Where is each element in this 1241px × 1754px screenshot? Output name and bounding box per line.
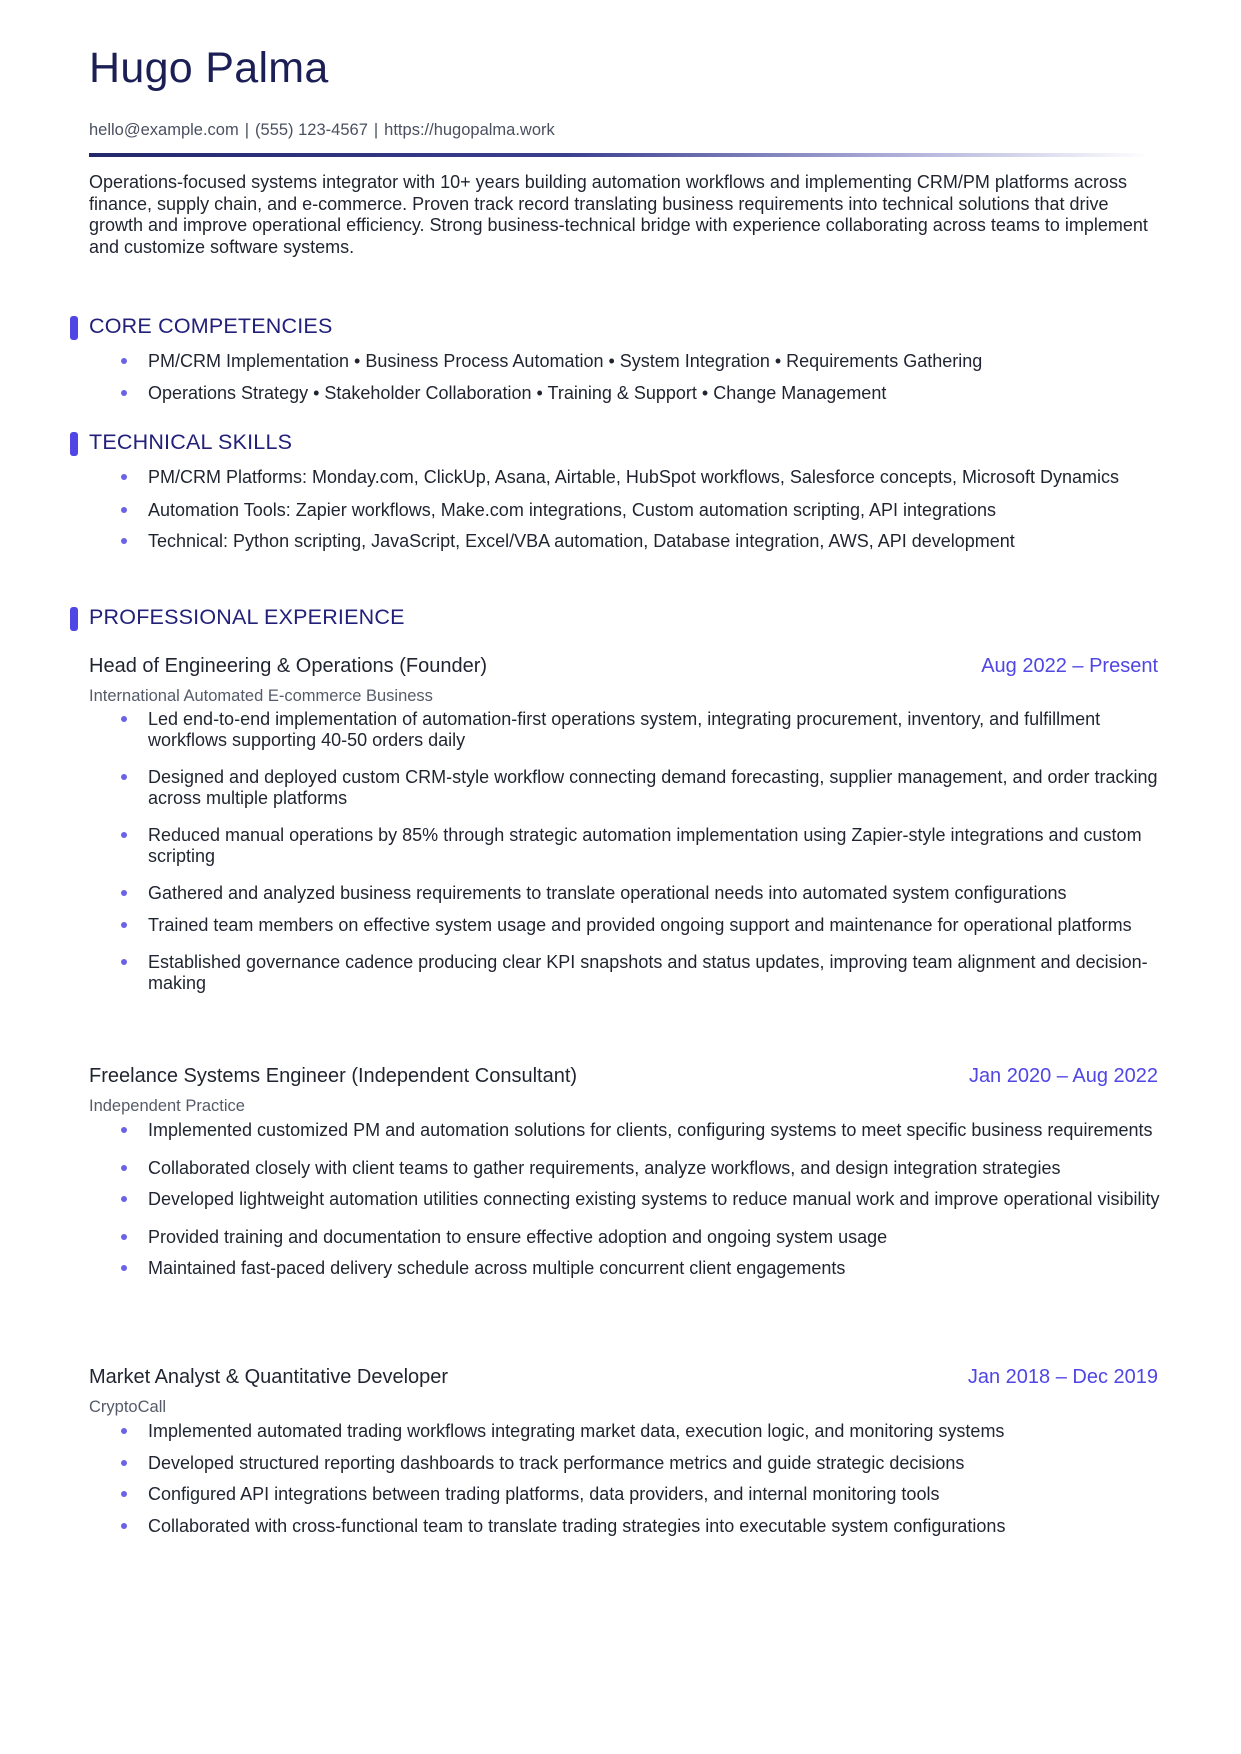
- list-item-text: Implemented automated trading workflows integrating market data, execution logic, and monitoring systems: [148, 1421, 1005, 1441]
- section-marker: [70, 316, 78, 340]
- list-item-text: PM/CRM Platforms: Monday.com, ClickUp, Asana, Airtable, HubSpot workflows, Salesforce concepts, Microsoft Dynamics: [148, 467, 1119, 487]
- section-title-technical-skills: TECHNICAL SKILLS: [89, 430, 293, 454]
- candidate-name: Hugo Palma: [89, 44, 329, 92]
- list-item: [89, 883, 1169, 904]
- list-item-text: Led end-to-end implementation of automation-first operations system, integrating procurement, inventory, and fulfillment workflows supporting 40-50 orders daily: [148, 709, 1101, 750]
- list-item: [89, 952, 1169, 993]
- bullet-dot: [121, 1523, 127, 1529]
- list-item-text: Configured API integrations between trading platforms, data providers, and internal monitoring tools: [148, 1484, 940, 1504]
- job-title: Head of Engineering & Operations (Founder): [89, 655, 488, 677]
- list-item: [89, 1484, 1169, 1505]
- list-item: [89, 709, 1169, 750]
- bullet-dot: [121, 959, 127, 965]
- list-item-text: Implemented customized PM and automation solutions for clients, configuring systems to meet specific business requirements: [148, 1120, 1153, 1140]
- list-item-text: Collaborated closely with client teams to gather requirements, analyze workflows, and design integration strategies: [148, 1157, 1061, 1178]
- job-bullets: [89, 1421, 1169, 1536]
- job-bullets: [89, 1120, 1169, 1279]
- bullet-dot: [121, 474, 127, 480]
- bullet-dot: [121, 1234, 127, 1240]
- bullet-dot: [121, 716, 127, 722]
- list-item-text: Maintained fast-paced delivery schedule across multiple concurrent client engagements: [148, 1258, 846, 1278]
- bullet-dot: [121, 1428, 127, 1434]
- website-link[interactable]: https://hugopalma.work: [384, 121, 555, 139]
- list-item: [89, 915, 1169, 936]
- technical-skills-list: [89, 467, 1169, 552]
- job-dates: Aug 2022 – Present: [981, 655, 1158, 677]
- job-dates: Jan 2020 – Aug 2022: [968, 1065, 1158, 1087]
- core-competencies-list: [89, 351, 1169, 403]
- list-item-text: Technical: Python scripting, JavaScript, Excel/VBA automation, Database integration, AWS, API development: [148, 531, 1015, 551]
- list-item: [89, 1516, 1169, 1537]
- section-marker: [70, 607, 78, 631]
- list-item: [89, 500, 1169, 521]
- bullet-dot: [121, 1127, 127, 1133]
- section-title-professional-experience: PROFESSIONAL EXPERIENCE: [89, 605, 405, 629]
- list-item: [89, 825, 1169, 866]
- list-item-text: PM/CRM Implementation • Business Process Automation • System Integration • Requirements Gathering: [148, 351, 983, 371]
- list-item-text: Trained team members on effective system usage and provided ongoing support and maintenance for operational platforms: [148, 914, 1132, 935]
- list-item: [89, 1421, 1169, 1442]
- bullet-dot: [121, 1265, 127, 1271]
- email-link[interactable]: hello@example.com: [89, 121, 239, 139]
- bullet-dot: [121, 1196, 127, 1202]
- section-title-core-competencies: CORE COMPETENCIES: [89, 314, 333, 338]
- list-item: [89, 351, 1169, 372]
- list-item: [89, 383, 1169, 404]
- list-item: [89, 1158, 1169, 1179]
- bullet-dot: [121, 358, 127, 364]
- contact-separator: |: [373, 121, 379, 139]
- list-item-text: Reduced manual operations by 85% through strategic automation implementation using Zapier-style integrations and custom scripting: [148, 825, 1142, 866]
- job-company: International Automated E-commerce Business: [89, 687, 433, 705]
- job-company: Independent Practice: [89, 1097, 245, 1115]
- bullet-dot: [121, 507, 127, 513]
- contact-separator: |: [244, 121, 250, 139]
- job-title: Freelance Systems Engineer (Independent Consultant): [89, 1065, 578, 1087]
- bullet-dot: [121, 390, 127, 396]
- bullet-dot: [121, 1165, 127, 1171]
- bullet-dot: [121, 1460, 127, 1466]
- bullet-dot: [121, 1491, 127, 1497]
- bullet-dot: [121, 922, 127, 928]
- bullet-dot: [121, 832, 127, 838]
- bullet-dot: [121, 890, 127, 896]
- professional-summary: Operations-focused systems integrator with 10+ years building automation workflows and implementing CRM/PM platforms across finance, supply chain, and e-commerce. Proven track record translating business requirements into technical solutions that drive growth and improve operational efficiency. Strong business-technical bridge with experience collaborating across teams to implement and customize software systems.: [89, 172, 1148, 257]
- list-item: [89, 1453, 1169, 1474]
- job-bullets: [89, 709, 1169, 993]
- header-divider: [89, 153, 1149, 157]
- list-item: [89, 1227, 1169, 1248]
- list-item: [89, 531, 1169, 552]
- list-item: [89, 1189, 1169, 1210]
- list-item-text: Automation Tools: Zapier workflows, Make.com integrations, Custom automation scripting, API integrations: [148, 499, 997, 520]
- list-item: [89, 467, 1169, 488]
- list-item-text: Designed and deployed custom CRM-style workflow connecting demand forecasting, supplier management, and order tracking across multiple platforms: [148, 767, 1158, 808]
- list-item-text: Established governance cadence producing clear KPI snapshots and status updates, improving team alignment and decision-making: [148, 952, 1148, 993]
- list-item-text: Collaborated with cross-functional team to translate trading strategies into executable system configurations: [148, 1515, 1006, 1536]
- bullet-dot: [121, 774, 127, 780]
- list-item: [89, 1120, 1169, 1141]
- phone-number[interactable]: (555) 123-4567: [255, 121, 368, 139]
- list-item-text: Gathered and analyzed business requirements to translate operational needs into automated system configurations: [148, 883, 1067, 903]
- list-item: [89, 1258, 1169, 1279]
- contact-line: [89, 121, 555, 140]
- list-item-text: Developed lightweight automation utilities connecting existing systems to reduce manual work and improve operational visibility: [148, 1189, 1160, 1209]
- job-dates: Jan 2018 – Dec 2019: [967, 1366, 1158, 1388]
- bullet-dot: [121, 538, 127, 544]
- job-company: CryptoCall: [89, 1398, 167, 1416]
- list-item-text: Operations Strategy • Stakeholder Collaboration • Training & Support • Change Management: [148, 382, 887, 403]
- job-title: Market Analyst & Quantitative Developer: [89, 1366, 449, 1388]
- list-item: [89, 767, 1169, 808]
- list-item-text: Provided training and documentation to ensure effective adoption and ongoing system usage: [148, 1226, 888, 1247]
- section-marker: [70, 432, 78, 456]
- list-item-text: Developed structured reporting dashboards to track performance metrics and guide strategic decisions: [148, 1452, 965, 1473]
